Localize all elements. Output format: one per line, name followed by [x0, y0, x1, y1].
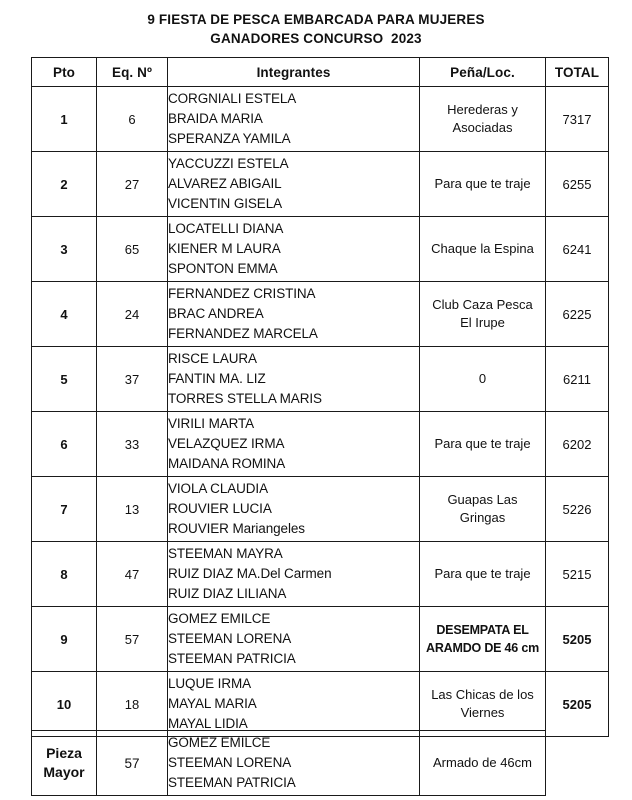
table-row: [32, 412, 609, 477]
member-name: VELAZQUEZ IRMA: [168, 436, 285, 451]
column-header-eq: Eq. Nº: [97, 58, 168, 87]
cell-team-number: 27: [97, 152, 168, 217]
cell-members: [168, 152, 420, 217]
cell-members: [168, 217, 420, 282]
cell-members: [168, 282, 420, 347]
club-line: Guapas Las: [447, 492, 518, 507]
cell-total: 6211: [546, 347, 609, 412]
title-line-2: GANADORES CONCURSO 2023: [210, 31, 422, 46]
cell-club: [420, 152, 546, 217]
member-name: VIRILI MARTA: [168, 416, 255, 431]
cell-club: [420, 412, 546, 477]
column-header-integrantes: Integrantes: [168, 58, 420, 87]
member-name: STEEMAN MAYRA: [168, 546, 283, 561]
club-line: ARAMDO DE 46 cm: [426, 641, 539, 655]
table-row: [32, 87, 609, 152]
pieza-mayor-row: [32, 731, 546, 796]
cell-position: 4: [32, 282, 97, 347]
cell-position: 5: [32, 347, 97, 412]
club-line: El Irupe: [460, 315, 505, 330]
cell-position: 2: [32, 152, 97, 217]
member-name: STEEMAN LORENA: [168, 631, 292, 646]
cell-position: 7: [32, 477, 97, 542]
cell-team-number: 24: [97, 282, 168, 347]
member-name: ROUVIER LUCIA: [168, 501, 272, 516]
member-name: YACCUZZI ESTELA: [168, 156, 289, 171]
cell-total: 7317: [546, 87, 609, 152]
member-name: FERNANDEZ MARCELA: [168, 326, 318, 341]
cell-position: 9: [32, 607, 97, 672]
cell-team-number: 6: [97, 87, 168, 152]
pieza-mayor-label-line-2: Mayor: [43, 764, 85, 780]
member-name: VICENTIN GISELA: [168, 196, 283, 211]
club-line: Las Chicas de los: [431, 687, 534, 702]
cell-total: 5226: [546, 477, 609, 542]
member-name: CORGNIALI ESTELA: [168, 91, 297, 106]
member-name: FERNANDEZ CRISTINA: [168, 286, 316, 301]
member-name: MAYAL LIDIA: [168, 716, 248, 731]
title-line-1: 9 FIESTA DE PESCA EMBARCADA PARA MUJERES: [147, 12, 485, 27]
cell-position: 1: [32, 87, 97, 152]
cell-club: [420, 542, 546, 607]
cell-members: [168, 672, 420, 737]
cell-club: [420, 347, 546, 412]
member-name: VIOLA CLAUDIA: [168, 481, 268, 496]
cell-club: [420, 607, 546, 672]
pieza-mayor-label-line-1: Pieza: [46, 745, 82, 761]
pieza-mayor-integrantes: [168, 731, 420, 796]
cell-position: 10: [32, 672, 97, 737]
cell-members: [168, 412, 420, 477]
club-line: Para que te traje: [434, 566, 531, 581]
cell-members: [168, 477, 420, 542]
cell-total: 6255: [546, 152, 609, 217]
cell-position: 3: [32, 217, 97, 282]
cell-team-number: 57: [97, 607, 168, 672]
member-name: MAIDANA ROMINA: [168, 456, 286, 471]
pieza-mayor-pena: Armado de 46cm: [420, 731, 546, 796]
cell-team-number: 47: [97, 542, 168, 607]
member-name: GOMEZ EMILCE: [168, 611, 271, 626]
club-line: Gringas: [459, 510, 506, 525]
member-name: BRAC ANDREA: [168, 306, 264, 321]
club-line: Asociadas: [452, 120, 513, 135]
cell-total: 5205: [546, 672, 609, 737]
club-line: Herederas y: [447, 102, 518, 117]
member-name: SPONTON EMMA: [168, 261, 278, 276]
cell-team-number: 65: [97, 217, 168, 282]
member-name: RUIZ DIAZ LILIANA: [168, 586, 287, 601]
member-name: LOCATELLI DIANA: [168, 221, 284, 236]
club-line: Viernes: [460, 705, 505, 720]
pieza-mayor-eq: 57: [97, 731, 168, 796]
member-name: STEEMAN PATRICIA: [168, 775, 296, 790]
member-name: FANTIN MA. LIZ: [168, 371, 266, 386]
member-name: RUIZ DIAZ MA.Del Carmen: [168, 566, 332, 581]
cell-position: 6: [32, 412, 97, 477]
column-header-total: TOTAL: [546, 58, 609, 87]
club-line: Chaque la Espina: [431, 241, 534, 256]
cell-team-number: 33: [97, 412, 168, 477]
cell-club: [420, 217, 546, 282]
table-header-row: [32, 58, 609, 87]
table-row: [32, 347, 609, 412]
cell-team-number: 37: [97, 347, 168, 412]
cell-members: [168, 347, 420, 412]
cell-team-number: 13: [97, 477, 168, 542]
table-row: [32, 672, 609, 737]
cell-total: 6225: [546, 282, 609, 347]
cell-members: [168, 607, 420, 672]
cell-club: [420, 282, 546, 347]
cell-total: 6241: [546, 217, 609, 282]
club-line: 0: [478, 371, 487, 386]
table-row: [32, 217, 609, 282]
member-name: STEEMAN PATRICIA: [168, 651, 296, 666]
table-row: [32, 542, 609, 607]
cell-total: 5205: [546, 607, 609, 672]
cell-members: [168, 87, 420, 152]
cell-club: [420, 477, 546, 542]
table-row: [32, 607, 609, 672]
member-name: ROUVIER Mariangeles: [168, 521, 305, 536]
cell-position: 8: [32, 542, 97, 607]
club-line: DESEMPATA EL: [436, 623, 529, 637]
cell-total: 5215: [546, 542, 609, 607]
table-header: [32, 58, 609, 87]
member-name: ALVAREZ ABIGAIL: [168, 176, 282, 191]
cell-team-number: 18: [97, 672, 168, 737]
club-line: Para que te traje: [434, 176, 531, 191]
member-name: SPERANZA YAMILA: [168, 131, 291, 146]
cell-club: [420, 87, 546, 152]
table-body: [32, 87, 609, 737]
table-row: [32, 477, 609, 542]
member-name: KIENER M LAURA: [168, 241, 281, 256]
pieza-mayor-label: [32, 731, 97, 796]
member-name: MAYAL MARIA: [168, 696, 257, 711]
club-line: Para que te traje: [434, 436, 531, 451]
table-row: [32, 152, 609, 217]
document-title: [0, 10, 632, 48]
column-header-pto: Pto: [32, 58, 97, 87]
results-table: [31, 57, 609, 737]
member-name: STEEMAN LORENA: [168, 755, 292, 770]
member-name: TORRES STELLA MARIS: [168, 391, 322, 406]
club-line: Club Caza Pesca: [432, 297, 533, 312]
cell-total: 6202: [546, 412, 609, 477]
pieza-mayor-table: [31, 730, 546, 796]
member-name: GOMEZ EMILCE: [168, 735, 271, 750]
cell-club: [420, 672, 546, 737]
column-header-pena: Peña/Loc.: [420, 58, 546, 87]
member-name: LUQUE IRMA: [168, 676, 252, 691]
table-row: [32, 282, 609, 347]
member-name: RISCE LAURA: [168, 351, 257, 366]
cell-members: [168, 542, 420, 607]
member-name: BRAIDA MARIA: [168, 111, 263, 126]
